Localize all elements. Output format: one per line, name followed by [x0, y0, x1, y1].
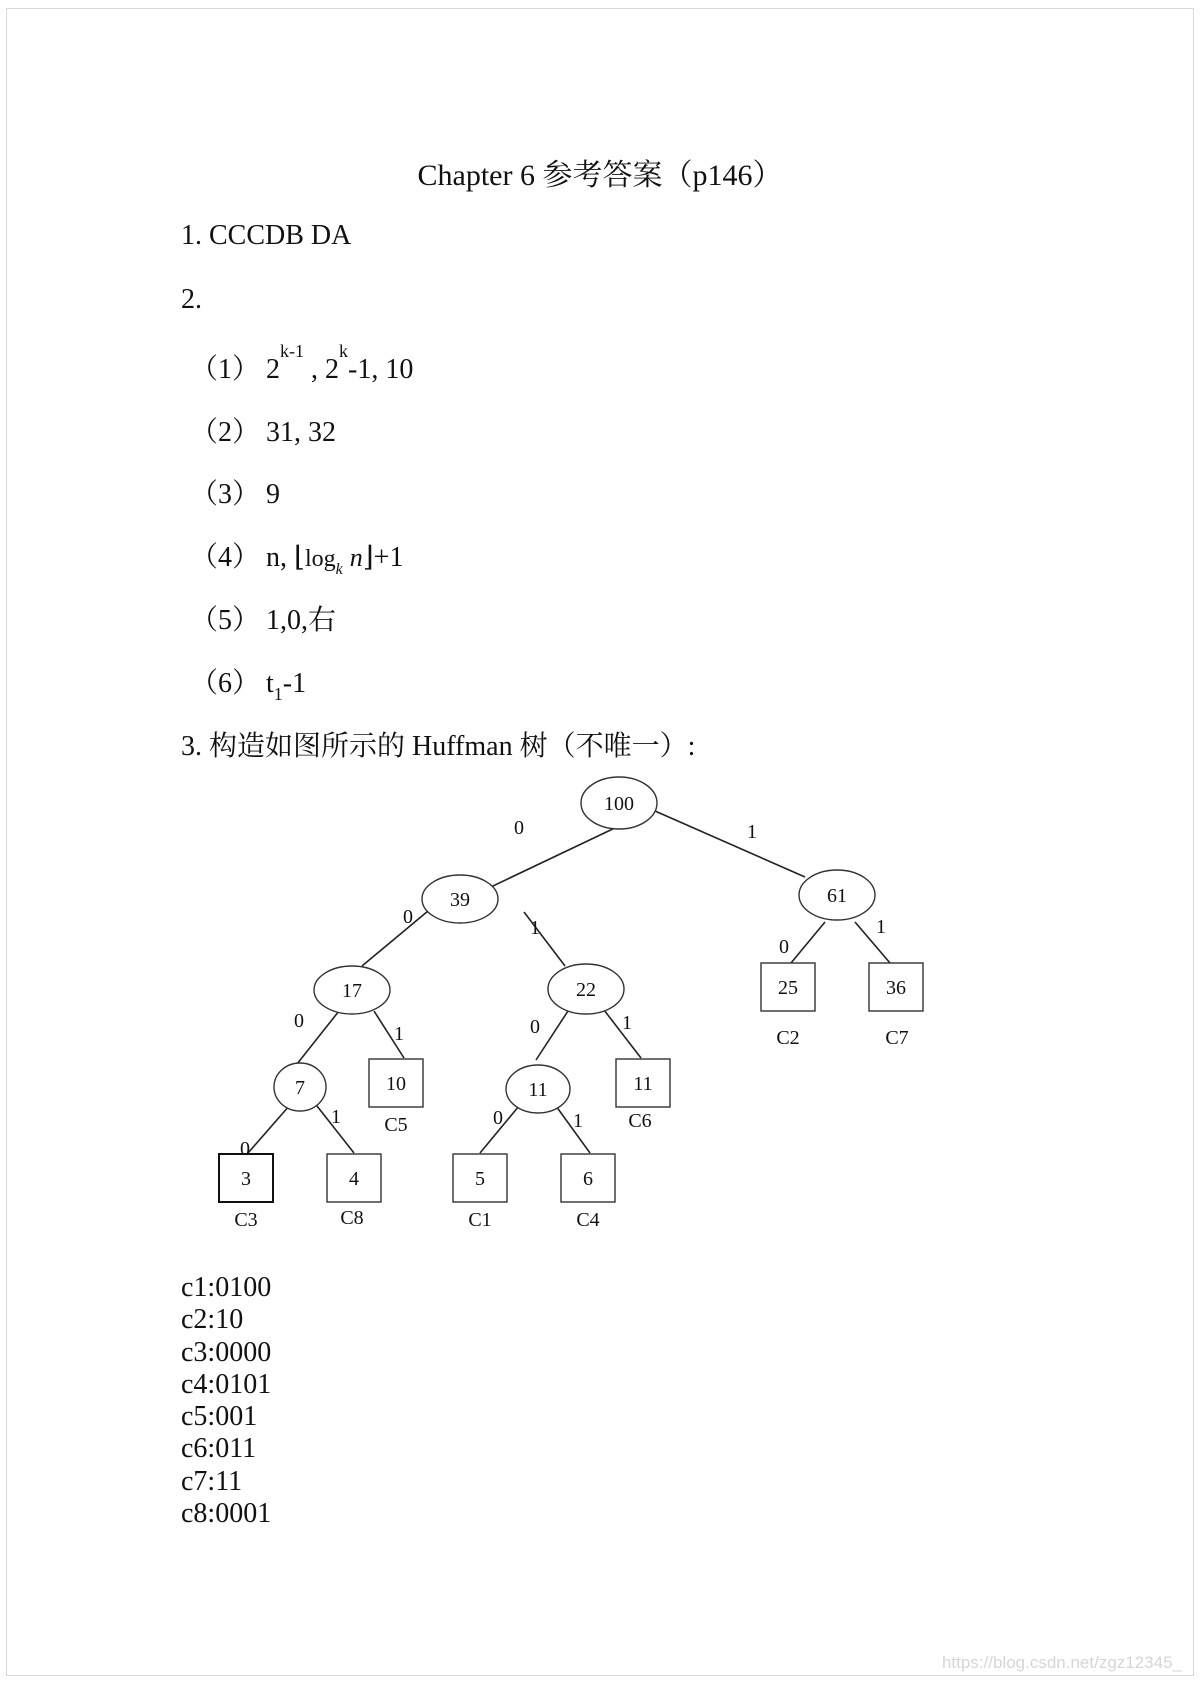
- watermark: https://blog.csdn.net/zgz12345_: [941, 1653, 1182, 1672]
- leaf-name: C6: [628, 1110, 652, 1132]
- log-variable: n: [349, 543, 363, 572]
- node-label: 7: [295, 1077, 305, 1099]
- answer-1: 1. CCCDB DA: [181, 220, 352, 251]
- item-suffix: +1: [373, 542, 404, 573]
- huffman-code-list: [181, 1272, 271, 1530]
- leaf-label: 11: [633, 1073, 653, 1095]
- node-label: 39: [450, 889, 470, 911]
- answer-3: 3. 构造如图所示的 Huffman 树（不唯一）:: [181, 731, 696, 762]
- node-label: 17: [342, 980, 362, 1002]
- leaf-name: C8: [340, 1207, 364, 1229]
- item-text: 1,0,右: [266, 605, 337, 636]
- leaf-name: C1: [468, 1209, 492, 1231]
- item-number: （3）: [190, 479, 261, 510]
- bit-label: 0: [514, 817, 524, 839]
- base: 2: [266, 354, 280, 385]
- node-label: 11: [528, 1079, 548, 1101]
- bit-label: 1: [573, 1110, 583, 1132]
- leaf-label: 25: [778, 977, 798, 999]
- edge-100-61: [655, 811, 805, 877]
- bit-label: 0: [240, 1138, 250, 1160]
- bit-label: 1: [876, 916, 886, 938]
- item-number: （1）: [190, 354, 261, 385]
- leaf-name: C5: [384, 1114, 408, 1136]
- log-text: log: [304, 546, 336, 572]
- leaf-name: C7: [885, 1027, 909, 1049]
- bit-label: 0: [530, 1016, 540, 1038]
- item-prefix: n,: [266, 542, 294, 573]
- leaf-name: C4: [576, 1209, 600, 1231]
- bit-label: 0: [493, 1107, 503, 1129]
- item-text: 31, 32: [266, 417, 336, 448]
- middle: , 2: [304, 354, 339, 385]
- bit-label: 1: [394, 1023, 404, 1045]
- item-number: （4）: [190, 542, 261, 573]
- leaf-label: 36: [886, 977, 906, 999]
- code-line: c6:011: [181, 1433, 257, 1465]
- leaf-label: 6: [583, 1168, 593, 1190]
- bit-label: 1: [747, 821, 757, 843]
- t-var: t: [266, 668, 274, 699]
- item-number: （2）: [190, 417, 261, 448]
- leaf-label: 4: [349, 1168, 359, 1190]
- item-text: 9: [266, 479, 280, 510]
- item-number: （6）: [190, 668, 261, 699]
- edge-7-3: [248, 1105, 290, 1153]
- leaf-name: C3: [234, 1209, 258, 1231]
- item-number: （5）: [190, 605, 261, 636]
- code-line: c4:0101: [181, 1368, 272, 1400]
- item-rest: -1: [282, 668, 307, 699]
- bit-label: 0: [294, 1010, 304, 1032]
- node-label: 22: [576, 979, 596, 1001]
- leaf-label: 10: [386, 1073, 406, 1095]
- floor-right-bracket: ⌋: [362, 542, 374, 573]
- leaf-name: C2: [776, 1027, 800, 1049]
- code-line: c2:10: [181, 1304, 244, 1336]
- log-subscript: k: [335, 561, 343, 578]
- edge-61-25: [791, 922, 825, 963]
- node-label: 61: [827, 885, 847, 907]
- page-title: Chapter 6 参考答案（p146）: [417, 159, 783, 192]
- edge-100-39: [474, 826, 619, 895]
- code-line: c7:11: [181, 1465, 243, 1497]
- answer-2-label: 2.: [181, 284, 202, 315]
- node-label: 100: [604, 793, 634, 815]
- leaf-label: 5: [475, 1168, 485, 1190]
- rest: -1, 10: [348, 354, 414, 385]
- bit-label: 0: [403, 906, 413, 928]
- bit-label: 1: [622, 1012, 632, 1034]
- leaf-label: 3: [241, 1168, 251, 1190]
- t-subscript: 1: [273, 684, 283, 704]
- exponent: k: [339, 341, 348, 361]
- code-line: c8:0001: [181, 1498, 272, 1530]
- bit-label: 0: [779, 936, 789, 958]
- exponent: k-1: [280, 341, 304, 361]
- code-line: c3:0000: [181, 1336, 272, 1368]
- bit-label: 1: [331, 1106, 341, 1128]
- edge-22-11: [536, 1011, 568, 1060]
- bit-label: 1: [530, 917, 540, 939]
- floor-left-bracket: ⌊: [294, 542, 305, 573]
- code-line: c5:001: [181, 1401, 258, 1433]
- code-line: c1:0100: [181, 1272, 272, 1303]
- edge-39-17: [362, 911, 428, 966]
